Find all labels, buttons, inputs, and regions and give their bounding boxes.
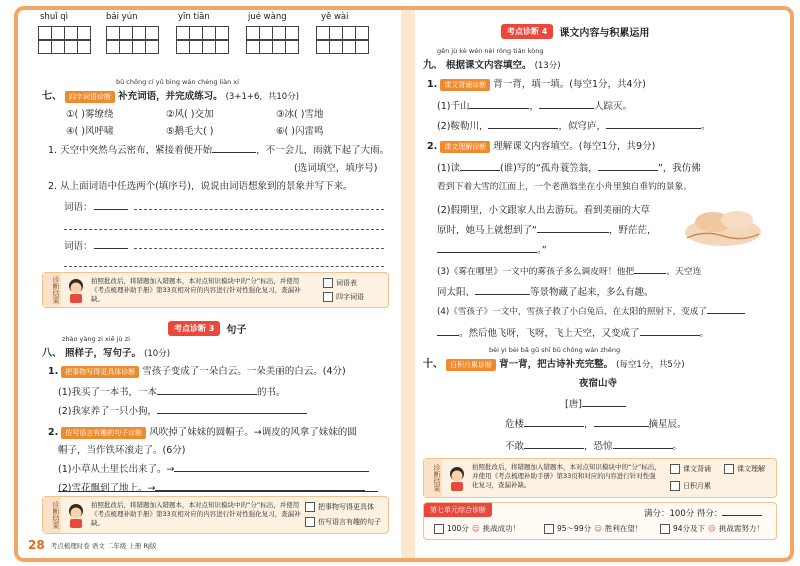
q8-sub2-a-blank[interactable] bbox=[174, 462, 369, 472]
q7-ciyu-1-line[interactable] bbox=[134, 209, 384, 210]
q9-sub1-a bbox=[437, 98, 632, 112]
q9-sub1-a-mid: ， bbox=[529, 101, 539, 112]
q9-sub2-num: 2. bbox=[427, 141, 438, 152]
summary-score-label: 满分：100分 得分： bbox=[644, 509, 723, 519]
checkbox[interactable] bbox=[670, 481, 680, 491]
option-label: 词语表 bbox=[336, 279, 357, 287]
option-label: 课文理解 bbox=[737, 465, 765, 473]
q8-sub2-b-blank[interactable] bbox=[155, 481, 365, 491]
q7-tag: 四字词语诊断 bbox=[65, 91, 115, 103]
q9-sub2-d2-text: 。然后他飞呀，飞呀，飞上天空，又变成了 bbox=[459, 328, 640, 339]
q7-ciyu-2-label: 词语： bbox=[64, 241, 93, 252]
smile-icon: ☺ bbox=[594, 524, 602, 533]
section-4-header bbox=[501, 24, 649, 39]
q8-sub1-b-blank[interactable] bbox=[157, 404, 307, 414]
blank[interactable] bbox=[537, 223, 609, 233]
writing-grid-5[interactable] bbox=[316, 26, 369, 54]
diagnosis-text-2: 拍照批改后，将错题加入错题本，本对点知识模块中的“分”标出，并使用《考点梳理补助手册》第33页相对应的内容进行针对性强化复习，查漏补缺。 bbox=[91, 501, 301, 527]
blank[interactable] bbox=[437, 243, 537, 253]
diag1-option-2[interactable] bbox=[323, 292, 364, 302]
poem-line-2 bbox=[505, 438, 682, 452]
checkbox[interactable] bbox=[305, 502, 315, 512]
q8-sub1-a-blank[interactable] bbox=[157, 385, 257, 395]
q7-word-3[interactable]: ③冰( )雪地 bbox=[276, 109, 324, 120]
q7-ciyu-2-line[interactable] bbox=[134, 248, 384, 249]
sad-icon: ☹ bbox=[708, 524, 716, 533]
q8-sub2-a bbox=[58, 461, 369, 475]
blank[interactable] bbox=[582, 397, 626, 407]
q9-sub2-d2 bbox=[437, 325, 709, 339]
q7-ciyu-1-blank[interactable] bbox=[94, 209, 128, 210]
pinyin-4: jué wàng bbox=[248, 12, 287, 22]
q9-sub2-d1-text: (4)《雪孩子》一文中，雪孩子救了小白兔后，在太阳的照射下，变成了 bbox=[437, 307, 707, 317]
q9-sub2-a1-text: (1)读 bbox=[437, 163, 460, 174]
q8-sub1-a-text: (1)我买了一本书，一本 bbox=[58, 387, 157, 398]
writing-grid-4[interactable] bbox=[246, 26, 299, 54]
poem-line-2-period: 。 bbox=[672, 441, 683, 452]
diagnosis-box-2 bbox=[42, 496, 389, 534]
section-3-name: 句子 bbox=[226, 325, 247, 336]
section-4-badge: 考点诊断 4 bbox=[501, 24, 553, 39]
option-label: 仿写语言有趣的句子 bbox=[318, 518, 381, 526]
summary-opt1-text: 挑战成功！ bbox=[482, 524, 521, 533]
q10-number: 十、 bbox=[423, 359, 443, 370]
q7-word-5[interactable]: ⑤鹅毛大( ) bbox=[166, 126, 214, 137]
right-page bbox=[415, 10, 790, 558]
q9-sub1-tag: 课文背诵诊断 bbox=[440, 79, 490, 91]
diagnosis-text-3: 拍照批改后，将错题加入错题本，本对点知识模块中的“分”标出，并使用《考点梳理补助手册》第33页和对应的内容进行针对性强化复习，查漏补缺。 bbox=[472, 463, 661, 489]
q8-sub2-text2: 帽子，当作铁环滚走了。(6分) bbox=[58, 445, 186, 456]
q7-title: 补充词语，并完成练习。 bbox=[118, 91, 223, 102]
q8-sub2-b bbox=[58, 480, 365, 494]
q8-score: (10分) bbox=[144, 349, 171, 359]
summary-option-2[interactable] bbox=[544, 523, 642, 534]
diagnosis-box-1 bbox=[42, 272, 389, 308]
q9-sub2-c2-text: 同太阳、 bbox=[437, 287, 476, 298]
q9-sub2-c1 bbox=[437, 264, 701, 277]
left-footer bbox=[28, 538, 156, 552]
poem-line-2-start: 不敢 bbox=[505, 441, 525, 452]
diag2-option-2[interactable] bbox=[305, 517, 381, 527]
q10-pinyin: bèi yi bèi bǎ gǔ shī bǔ chōng wán zhěng bbox=[489, 346, 621, 354]
q8-sub2-tag: 仿写语言有趣的句子诊断 bbox=[61, 427, 146, 439]
q8-sub1-b bbox=[58, 403, 307, 417]
q8-pinyin: zhào yàng zi xiě jù zi bbox=[62, 335, 130, 343]
grassland-illustration bbox=[683, 200, 763, 254]
q7-word-6[interactable]: ⑥( )闪雷鸣 bbox=[276, 126, 324, 137]
summary-opt3-range: 94分及下 bbox=[673, 524, 706, 533]
q7-word-1[interactable]: ①( )雾缭绕 bbox=[66, 109, 114, 120]
diagnosis-label-2: 诊断结果 bbox=[43, 497, 61, 533]
blank[interactable] bbox=[469, 99, 529, 109]
q7-sub2: 2. 从上面词语中任选两个(填序号)，说说由词语想象到的景象并写下来。 bbox=[48, 181, 353, 192]
pinyin-1: shuǐ qì bbox=[40, 12, 69, 22]
q9-sub2-b2-text: 原时，她马上就想到了“ bbox=[437, 225, 537, 236]
q9-sub2-a1-end: ”，我仿佛 bbox=[657, 163, 701, 174]
child-mascot-icon bbox=[65, 277, 87, 303]
summary-option-3[interactable] bbox=[660, 523, 764, 534]
diagnosis-text-1: 拍照批改后，将错题加入错题本，本对点知识模块中的“分”标出，并使用《考点梳理补助手册》第33页相对应的内容进行针对性强化复习，查漏补缺。 bbox=[91, 277, 301, 303]
summary-opt3-text: 挑战需努力！ bbox=[718, 524, 764, 533]
blank[interactable] bbox=[460, 161, 500, 171]
q9-sub2-b2-end: ，野茫茫， bbox=[608, 225, 657, 236]
poem-dynasty: [唐] bbox=[565, 399, 582, 410]
writing-grid-2[interactable] bbox=[106, 26, 159, 54]
blank[interactable] bbox=[437, 326, 459, 336]
q7-pinyin: bǔ chōng cí yǔ bìng wán chéng liàn xí bbox=[116, 78, 239, 86]
checkbox[interactable] bbox=[434, 524, 444, 534]
q7-word-4[interactable]: ④( )风呼啸 bbox=[66, 126, 114, 137]
summary-score bbox=[644, 506, 762, 519]
q7-score: (3+1+6，共10分) bbox=[225, 92, 300, 102]
workbook-spread bbox=[14, 6, 794, 562]
q8-number: 八、 bbox=[42, 348, 62, 359]
q7-heading bbox=[42, 87, 299, 103]
q9-sub1 bbox=[427, 76, 646, 91]
diag3-option-3[interactable] bbox=[670, 481, 711, 491]
q9-sub2-b1: (2)假期里，小文跟家人出去游玩。看到美丽的大草 bbox=[437, 205, 650, 216]
option-label: 四字词语 bbox=[336, 293, 364, 301]
q9-sub2-title: 理解课文内容填空。(每空1分，共9分) bbox=[493, 141, 656, 152]
q9-sub1-a-end: 人踪灭。 bbox=[593, 101, 632, 112]
poem-line-1 bbox=[505, 416, 687, 430]
blank[interactable] bbox=[640, 326, 700, 336]
poem-line-1-end: 摘星辰。 bbox=[648, 419, 687, 430]
q7-sub1-text: 1. 天空中突然乌云密布，紧接着便开始 bbox=[48, 145, 213, 156]
q9-sub2-d2-end: 。 bbox=[699, 328, 710, 339]
q8-sub1-text: 雪孩子变成了一朵白云。一朵美丽的白云。(4分) bbox=[142, 366, 346, 377]
checkbox[interactable] bbox=[670, 464, 680, 474]
diagnosis-label-1: 诊断结果 bbox=[43, 273, 61, 307]
q9-sub2-a1-mid: (谁)写的“孤舟蓑笠翁， bbox=[499, 163, 598, 174]
summary-opt2-range: 95～99分 bbox=[557, 524, 592, 533]
child-mascot-icon bbox=[65, 502, 87, 528]
q7-number: 七、 bbox=[42, 91, 62, 102]
q8-title: 照样子，写句子。 bbox=[65, 348, 142, 359]
blank[interactable] bbox=[707, 304, 745, 314]
diag3-option-1[interactable] bbox=[670, 464, 711, 474]
q7-sub1-blank[interactable] bbox=[212, 143, 256, 153]
q8-sub1-b-text: (2)我家养了一只小狗， bbox=[58, 406, 157, 417]
q9-sub1-b-mid: ，似穹庐， bbox=[558, 121, 606, 132]
q9-sub2-c1-end: 、天空连 bbox=[666, 267, 702, 277]
q9-sub1-b-text: (2)鞍勒川， bbox=[437, 121, 489, 132]
blank[interactable] bbox=[539, 99, 594, 109]
q8-sub2-num: 2. bbox=[48, 427, 59, 438]
q8-heading bbox=[42, 344, 170, 359]
q9-sub2-tag: 课文理解诊断 bbox=[440, 141, 490, 153]
q10-score: (每空1分，共5分) bbox=[616, 360, 685, 370]
diag1-option-1[interactable] bbox=[323, 278, 357, 288]
blank[interactable] bbox=[594, 417, 649, 427]
diag3-option-2[interactable] bbox=[724, 464, 765, 474]
q8-sub1-num: 1. bbox=[48, 366, 59, 377]
q7-ciyu-1-label: 词语： bbox=[64, 202, 93, 213]
q9-title: 根据课文内容填空。 bbox=[446, 60, 532, 71]
summary-title: 第七单元综合诊断 bbox=[424, 503, 492, 517]
checkbox[interactable] bbox=[660, 524, 670, 534]
blank[interactable] bbox=[598, 161, 658, 171]
q7-word-2[interactable]: ②风( )交加 bbox=[166, 109, 214, 120]
q9-pinyin: gēn jù kè wén nèi róng tián kòng bbox=[437, 47, 544, 55]
left-page bbox=[18, 10, 401, 558]
q9-sub1-b-end: 。 bbox=[700, 121, 711, 132]
page-number: 28 bbox=[28, 538, 45, 552]
q10-heading bbox=[423, 355, 685, 371]
blank[interactable] bbox=[475, 285, 530, 295]
poem-line-1-mid: ， bbox=[584, 419, 594, 430]
writing-grid-3[interactable] bbox=[176, 26, 229, 54]
q9-number: 九、 bbox=[423, 60, 443, 71]
summary-opt1-range: 100分 bbox=[447, 524, 469, 533]
page-divider bbox=[401, 10, 415, 558]
diagnosis-box-3 bbox=[423, 458, 777, 498]
checkbox[interactable] bbox=[323, 292, 333, 302]
blank[interactable] bbox=[634, 264, 666, 274]
q9-sub2-a1 bbox=[437, 160, 701, 174]
q9-sub1-title: 背一背，填一填。(每空1分，共4分) bbox=[493, 79, 646, 90]
q9-sub2 bbox=[427, 138, 655, 153]
option-label: 把事物写得更具体 bbox=[318, 503, 374, 511]
poem-author bbox=[565, 396, 626, 410]
q8-sub2 bbox=[48, 424, 357, 439]
q7-sub1-note: (选词填空，填序号) bbox=[294, 163, 378, 174]
q9-sub1-a-text: (1)千山 bbox=[437, 101, 470, 112]
poem-line-1-start: 危楼 bbox=[505, 419, 525, 430]
q9-sub2-d1 bbox=[437, 304, 745, 317]
q9-sub2-b3 bbox=[437, 242, 547, 256]
writing-grid-1[interactable] bbox=[38, 26, 91, 54]
diagnosis-label-3: 诊断结果 bbox=[424, 459, 442, 497]
option-label: 课文背诵 bbox=[683, 465, 711, 473]
q8-sub1-a bbox=[58, 384, 285, 398]
poem-title: 夜宿山寺 bbox=[579, 378, 618, 389]
child-mascot-icon bbox=[446, 465, 468, 491]
q7-line-4[interactable] bbox=[64, 266, 384, 267]
q9-heading bbox=[423, 56, 561, 71]
q8-sub2-a-text: (1)小草从土里长出来了。→ bbox=[58, 464, 175, 475]
section-4-name: 课文内容与积累运用 bbox=[559, 28, 650, 39]
checkbox[interactable] bbox=[544, 524, 554, 534]
q9-sub2-c2-mid: 等景物藏了起来，多么有趣。 bbox=[530, 287, 654, 298]
summary-opt2-text: 胜利在望！ bbox=[604, 524, 643, 533]
q9-sub2-c2 bbox=[437, 284, 654, 298]
q7-ciyu-2-blank[interactable] bbox=[94, 248, 128, 249]
blank[interactable] bbox=[524, 439, 584, 449]
blank[interactable] bbox=[606, 119, 701, 129]
q8-sub1-tag: 把事物写得更具体诊断 bbox=[61, 366, 139, 378]
q8-sub1-a-end: 的书。 bbox=[256, 387, 286, 398]
poem-line-2-end: ，恐惊 bbox=[584, 441, 613, 452]
pinyin-2: bái yún bbox=[106, 12, 138, 22]
q9-sub2-c1-text: (3)《雾在哪里》一文中的雾孩子多么调皮呀！他把 bbox=[437, 267, 635, 277]
checkbox[interactable] bbox=[305, 517, 315, 527]
diag2-option-1[interactable] bbox=[305, 502, 374, 512]
q10-tag: 日积月累诊断 bbox=[446, 359, 496, 371]
q9-sub1-num: 1. bbox=[427, 79, 438, 90]
q9-sub2-a2: 看到下着大雪的江面上，一个老渔翁坐在小舟里独自垂钓的景象。 bbox=[437, 182, 693, 192]
footer-text: 考点梳理时卷 语文 二年级 上册 RJ版 bbox=[50, 541, 157, 550]
smile-icon: ☺ bbox=[471, 524, 480, 533]
checkbox[interactable] bbox=[724, 464, 734, 474]
q7-sub1-end: ，不一会儿，雨就下起了大雨。 bbox=[256, 145, 390, 156]
q7-sub1 bbox=[48, 142, 389, 156]
blank[interactable] bbox=[488, 119, 558, 129]
pinyin-5: yě wài bbox=[321, 12, 349, 22]
q10-title: 背一背，把古诗补充完整。 bbox=[499, 359, 614, 370]
q9-sub2-b2 bbox=[437, 222, 656, 236]
unit-summary-box bbox=[423, 502, 777, 540]
option-label: 日积月累 bbox=[683, 482, 711, 490]
q8-sub1 bbox=[48, 363, 346, 378]
q9-score: (13分) bbox=[534, 61, 561, 71]
q9-sub2-b3-end: 。” bbox=[537, 245, 547, 256]
pinyin-3: yīn tiān bbox=[178, 12, 210, 22]
section-3-header bbox=[168, 321, 246, 336]
score-blank[interactable] bbox=[722, 506, 762, 516]
q7-line-2[interactable] bbox=[64, 229, 384, 230]
blank[interactable] bbox=[524, 417, 584, 427]
q8-sub2-text: 风吹掉了妹妹的圆帽子。→调皮的风拿了妹妹的圆 bbox=[149, 427, 357, 438]
checkbox[interactable] bbox=[323, 278, 333, 288]
blank[interactable] bbox=[613, 439, 673, 449]
q8-sub2-b-text: (2)雪花飘到了地上。→ bbox=[58, 483, 156, 494]
summary-option-1[interactable] bbox=[434, 523, 520, 534]
q9-sub1-b bbox=[437, 118, 711, 132]
section-3-badge: 考点诊断 3 bbox=[168, 321, 220, 336]
